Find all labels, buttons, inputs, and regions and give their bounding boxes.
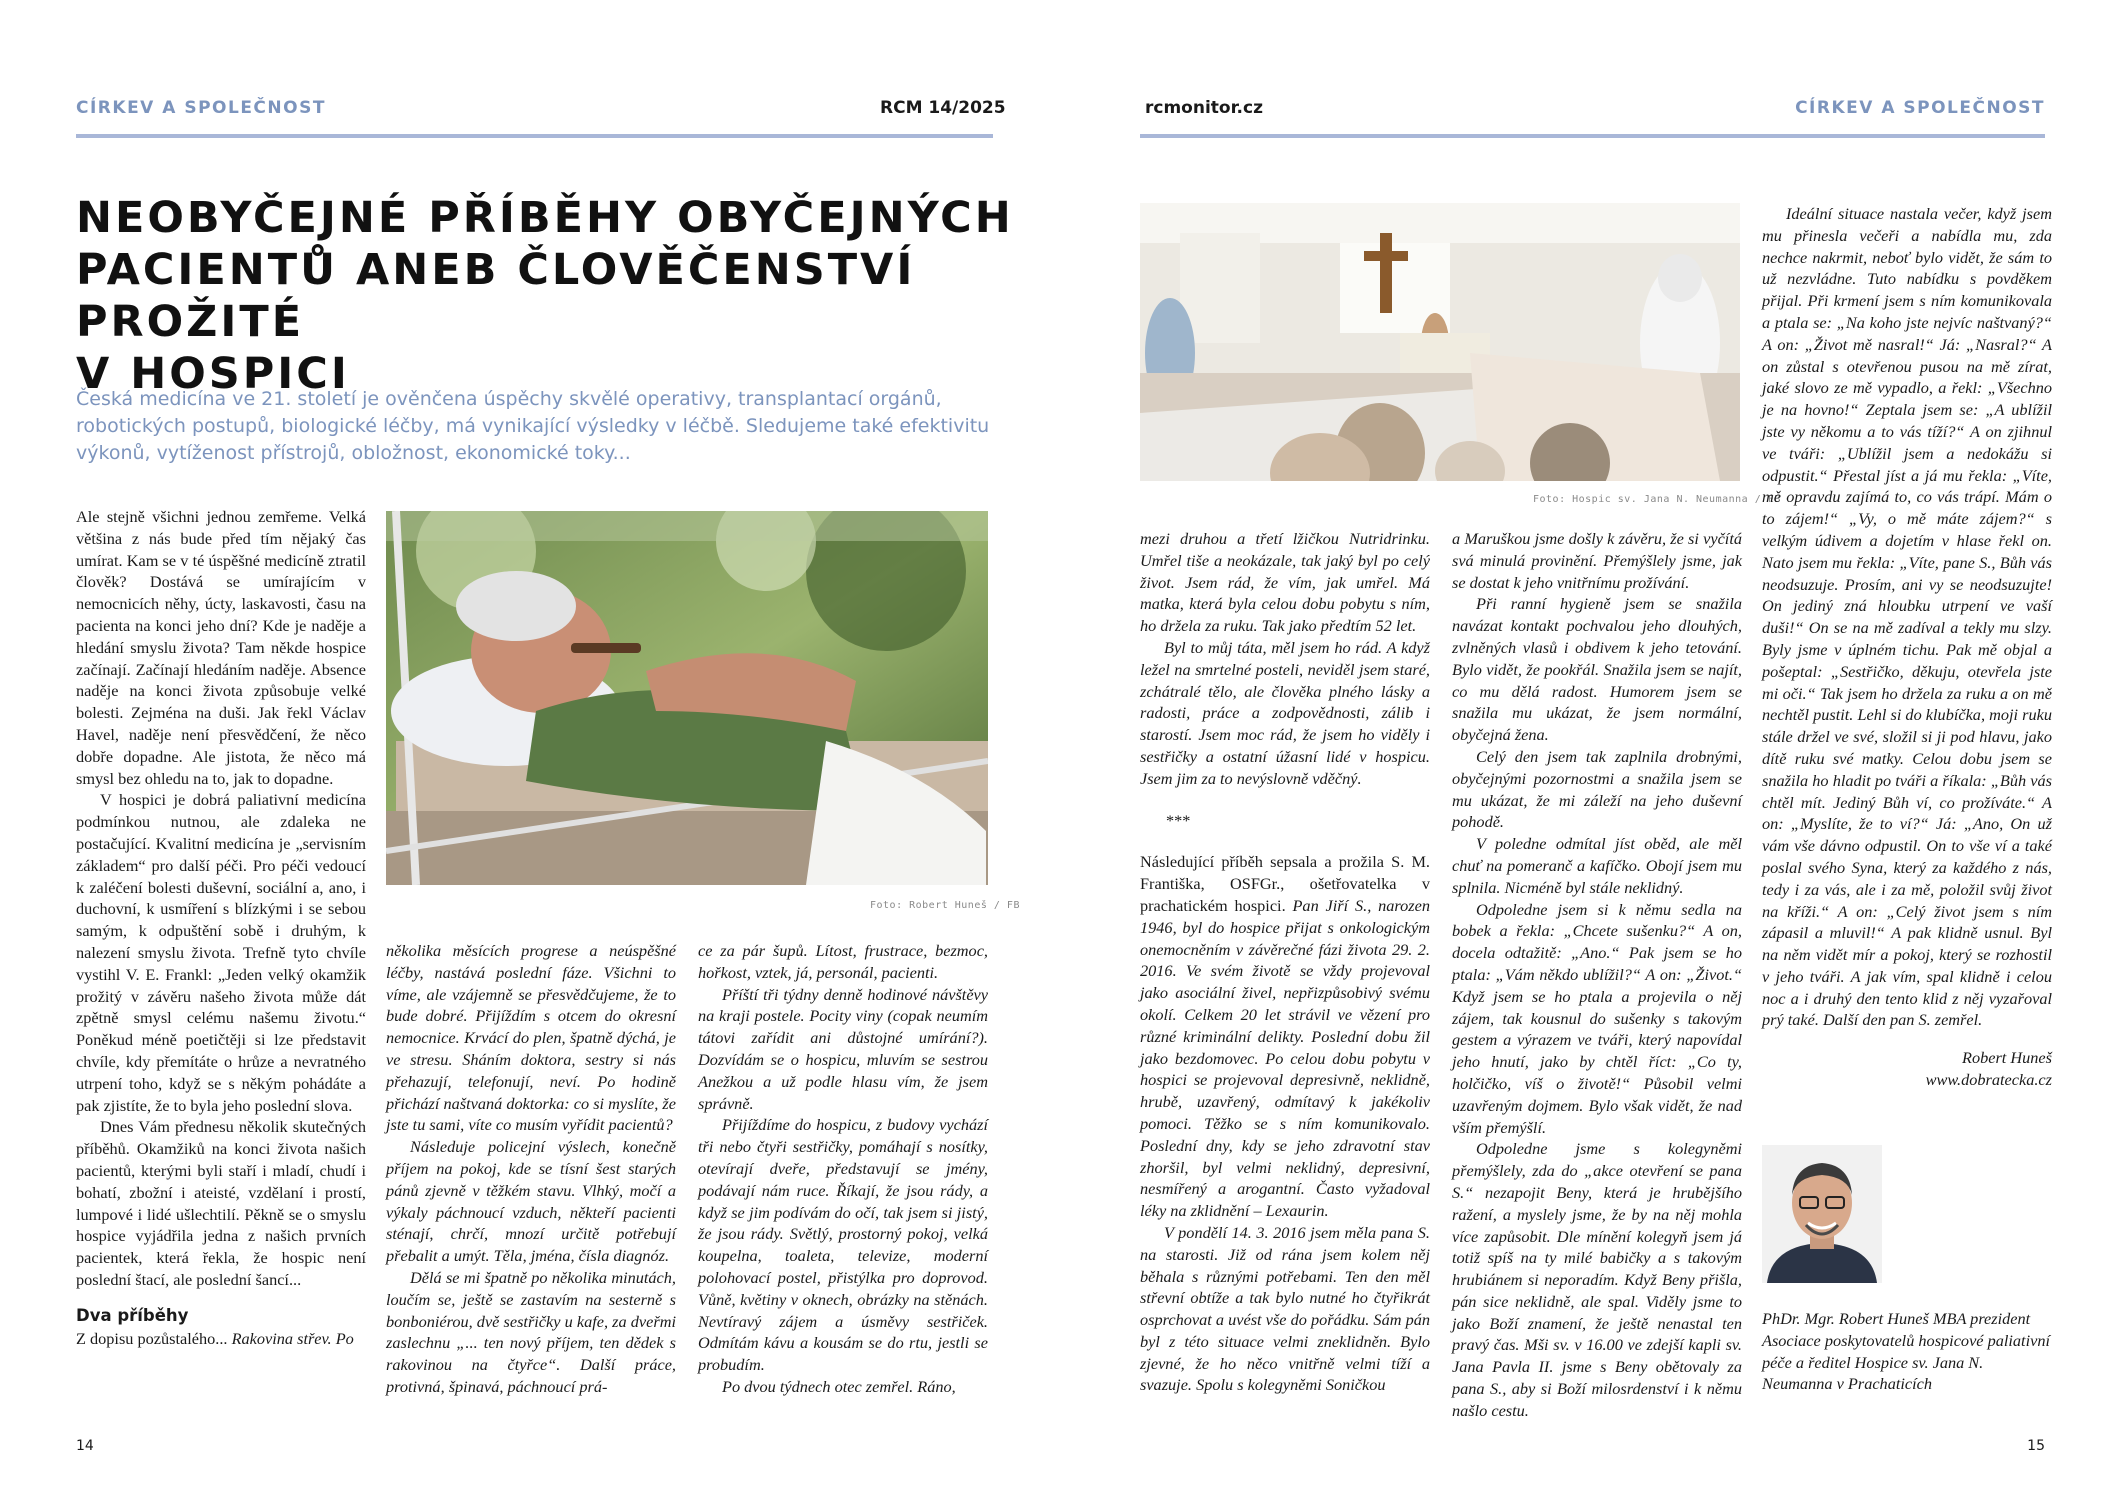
subheading: Dva příběhy	[76, 1305, 189, 1325]
paragraph-text-italic: Rakovina střev. Po	[231, 1329, 354, 1349]
text-column-1	[76, 506, 366, 1350]
paragraph: Příští tři týdny denně hodinové návštěvy na kraji postele. Pocity viny (copak neumím tátovi zařídit ani důstojné umírání?). Dozvídám se o hospicu, mluvím se sestrou Anežkou a už podle hlasu vím, že jsem správně.	[698, 984, 988, 1113]
paragraph: a Maruškou jsme došly k závěru, že si vyčítá svá minulá provinění. Přemýšlely jsme, jak se dostat k jeho vnitřnímu prožívání.	[1452, 529, 1742, 592]
text-column-5	[1452, 528, 1742, 1422]
title-line: PACIENTŮ ANEB ČLOVĚČENSTVÍ PROŽITÉ	[76, 245, 916, 347]
paragraph: Ale stejně všichni jednou zemřeme. Velká většina z nás bude před tím nějaký čas umírat. Kam se v té úspěšné medicíně ztratil člověk? Dostává se umírajícím v nemocnicích něhy, úcty, laskavosti, času na pacienta na konci jeho dní? Kde je naděje a hledání smyslu života? Tam někde hospice začínají. Začínají hledáním naděje. Absence naděje na konci života způsobuje velké bolesti. Zejména na duši. Jak řekl Václav Havel, naděje není přesvědčení, že něco dobře dopadne. Ale jistota, že něco má smysl bez ohledu na to, jak to dopadne.	[76, 507, 366, 788]
photo-credit: Foto: Robert Huneš / FB	[870, 900, 1020, 911]
paragraph: Dělá se mi špatně po několika minutách, loučím se, ještě se zastavím na sesterně s bonboniérou, dvě sestřičky u kafe, za dveřmi zaslechnu „... ten nový příjem, ten dědek s rakovinou na čtyřce“. Další práce, protivná, špinavá, páchnoucí prá-	[386, 1267, 676, 1396]
issue-label: RCM 14/2025	[880, 98, 1006, 118]
article-title	[76, 192, 1036, 400]
page-number-right: 15	[2027, 1438, 2045, 1454]
header-rule-left	[76, 134, 993, 138]
paragraph: Přijíždíme do hospicu, z budovy vychází tři nebo čtyři sestřičky, pomáhají s nosítky, otevírají dveře, představují se jmény, podávají nám ruce. Říkají, že jsou rády, a když se jim podívám do očí, tak jsem si jistý, že jsou rády. Světlý, prostorný pokoj, velká koupelna, toaleta, televize, moderní polohovací postel, přistýlka pro doprovod. Vůně, květiny v oknech, obrázky na stěnách. Nevtíravý zájem a úsměvy sestřiček. Odmítám kávu a kousám se do rtu, jestli se probudím.	[698, 1115, 988, 1375]
author-portrait	[1762, 1145, 1882, 1283]
paragraph: mezi druhou a třetí lžičkou Nutridrinku. Umřel tiše a neokázale, tak jaký byl po celý život. Jsem rád, že vím, jak umřel. Má matka, která byla celou dobu pobytu s ním, ho držela za ruku. Tak jako předtím 52 let.	[1140, 529, 1430, 636]
author-website: www.dobratecka.cz	[1925, 1070, 2052, 1090]
paragraph: V hospici je dobrá paliativní medicína podmínkou nutnou, ale zdaleka ne postačující. Kvalitní medicína je „servisním základem“ pro další péči. Pro péči vedoucí k zaléčení bolesti duševní, sociální a, ano, i duchovní, k usmíření s blízkými i se sebou samým, k odpuštění sobě i druhým, k nalezení smyslu života. Trefně tyto chvíle vystihl V. E. Frankl: „Jeden velký okamžik prožitý v závěru našeho života může dát zpětně smysl celému našemu životu.“ Poněkud méně poetičtěji si lze představit chvíle, kdy přemítáte o hrůze a nevratného utrpení toho, když se s někým pohádáte a pak zjistíte, že to byla jeho poslední slova.	[76, 790, 366, 1115]
author-bio: PhDr. Mgr. Robert Huneš MBA prezident Asociace poskytovatelů hospicové paliativní péče a ředitel Hospice sv. Jana N. Neumanna v Prachaticích	[1762, 1309, 2050, 1394]
paragraph: Následuje policejní výslech, konečně příjem na pokoj, kde se tísní šest starých pánů zjevně v těžkém stavu. Vlhký, močí a výkaly páchnoucí vzduch, někteří pacienti sténají, chrčí, mnozí určitě potřebují přebalit a umýt. Těla, jména, čísla diagnóz.	[386, 1137, 676, 1266]
paragraph: Byl to můj táta, měl jsem ho rád. A když ležel na smrtelné posteli, neviděl jsem staré, zchátralé tělo, ale člověka plného lásky a radosti, práce a zodpovědnosti, zálib i starostí. Jsem moc rád, že jsem ho viděly i sestřičky a ostatní úžasní lidé v hospicu. Jsem jim za to nevýslovně vděčný.	[1140, 637, 1430, 788]
text-column-2	[386, 940, 676, 1398]
paragraph	[76, 1328, 366, 1350]
paragraph: Odpoledne jsem si k němu sedla na bobek a řekla: „Chcete sušenku?“ A on, docela odtažitě: „Ano.“ Pak jsem se ho ptala: „Vám někdo ublížil?“ A on: „Život.“ Když jsem se ho ptala a projevila o něj zájem, tak kousnul do sušenky s takovým gestem a výrazem ve tváři, který napovídal jeho hnutí, jako by chtěl říct: „Co ty, holčičko, víš o životě!“ Působil velmi uzavřeným dojmem. Bylo však vidět, že nad vším přemýšlí.	[1452, 899, 1742, 1137]
page-number-left: 14	[76, 1438, 94, 1454]
paragraph: Dnes Vám přednesu několik skutečných příběhů. Okamžiků na konci života našich pacientů, kterými byli staří i mladí, chudí i bohatí, zbožní i ateisté, vzdělaní i prostí, lumpové i lidé ušlechtilí. Pěkně se o smyslu hospice vyjádřila jedna z našich prvních pacientek, která řekla, že hospic není poslední štací, ale poslední šancí...	[76, 1117, 366, 1289]
article-lead: Česká medicína ve 21. století je ověnčena úspěchy skvělé operativy, transplantací orgánů, robotických postupů, biologické léčby, má vynikající výsledky v léčbě. Sledujeme také efektivitu výkonů, vytíženost přístrojů, obložnost, ekonomické toky...	[76, 388, 990, 464]
paragraph-text: Následující příběh sepsala a prožila S. M. Františka, OSFGr., ošetřovatelka v prachatickém hospici.	[1140, 852, 1430, 915]
section-divider: ***	[1166, 810, 1191, 830]
paragraph-text: Z dopisu pozůstalého...	[76, 1329, 232, 1349]
patient-photo	[386, 511, 988, 885]
paragraph: několika měsících progrese a neúspěšné léčby, nastává poslední fáze. Všichni to víme, ale vzájemně se přesvědčujeme, že to bude dobré. Přijíždím s otcem do okresní nemocnice. Krvácí do plen, špatně dýchá, je ve stresu. Sháním doktora, sestry si nás přehazují, telefonují, neví. Po hodině přichází naštvaná doktorka: co si myslíte, že jste tu sami, víte co musím vyřídit pacientů?	[386, 941, 676, 1135]
title-line: V HOSPICI	[76, 349, 350, 399]
text-column-3	[698, 940, 988, 1398]
section-label-right: CÍRKEV A SPOLEČNOST	[1795, 98, 2045, 118]
photo-credit: Foto: Hospic sv. Jana N. Neumanna / FB	[1533, 494, 1781, 505]
paragraph: Po dvou týdnech otec zemřel. Ráno,	[722, 1376, 956, 1396]
site-label: rcmonitor.cz	[1145, 98, 1263, 118]
paragraph: Ideální situace nastala večer, když jsem mu přinesla večeři a nabídla mu, zda nechce nakrmit, neboť bylo vidět, že sám to už nezvládne. Tuto nabídku s povděkem přijal. Při krmení jsem s ním komunikovala a ptala se: „Na koho jste nejvíc naštvaný?“ A on: „Život mě nasral!“ Já: „Nasral?“ A on zůstal s otevřenou pusou na mě zírat, jaké slovo ze mě vypadlo, a řekl: „Všechno je na hovno!“ Zeptala jsem se: „A ublížil jste vy někomu a to vás tíží?“ A on zjihnul ve tváři: „Ublížil jsem a nedokážu si odpustit.“ Přestal jíst a já mu řekla: „Víte, mě opravdu zajímá to, co vás trápí. Mám o to zájem!“ „Vy, o mě máte zájem?“ s velkým údivem a dojetím v hlase řekl on. Nato jsem mu řekla: „Víte, pane S., Bůh vás neodsuzuje. Prosím, ani vy se neodsuzujte! On jediný zná hloubku utrpení ve vaší duši!“ On se na mě zadíval a tekly mu slzy. Byly jsme v úplném tichu. Pak mě objal a pošeptal: „Sestřičko, děkuju, otevřela jste mi oči.“ Tak jsem ho držela za ruku a on mě nechtěl pustit. Lehl si do klubíčka, moji ruku stále držel ve své, složil si ji pod hlavu, jako dítě ruku své matky. Celou dobu jsem se snažila ho hladit po tváři a říkala: „Bůh vás chtěl mít. Jediný Bůh ví, co prožíváte.“ A on: „Myslíte, že to ví?“ Já: „Ano, On už vám vše dávno odpustil. On to vše ví a také poslal svého Syna, který za každého z nás, tedy i za vás, ale i za mě, položil svůj život na kříži.“ A on: „Celý život jsem s ním zápasil a mluvil!“ A pak klidně usnul. Byl na něm vidět mír a pokoj, který se rozhostil v jeho tváři. A jak vím, spal klidně i celou noc a i druhý den tento klid z něj vyzařoval prý také. Další den pan S. zemřel.	[1762, 204, 2052, 1030]
section-label-left: CÍRKEV A SPOLEČNOST	[76, 98, 326, 118]
paragraph: V pondělí 14. 3. 2016 jsem měla pana S. na starosti. Již od rána jsem kolem něj běhala s různými potřebami. Ten den měl střevní obtíže a tak bylo nutné ho čtyřikrát osprchovat a uvést vše do pořádku. Sám pán byl z této situace velmi zneklidněn. Bylo zjevné, že ho něco vnitřně velmi tíží a svazuje. Spolu s kolegyněmi Soničkou	[1140, 1222, 1430, 1395]
paragraph: V poledne odmítal jíst oběd, ale měl chuť na pomeranč a kafíčko. Obojí jsem mu splnila. Nicméně byl stále neklidný.	[1452, 834, 1742, 897]
hospice-chapel-photo	[1140, 203, 1740, 481]
title-line: NEOBYČEJNÉ PŘÍBĚHY OBYČEJNÝCH	[76, 193, 1014, 243]
paragraph-text-italic: Pan Jiří S., narozen 1946, byl do hospice přijat s onkologickým onemocněním v závěrečné fázi života 29. 2. 2016. Ve svém životě se vždy projevoval jako asociální živel, nepřizpůsobivý svému okolí. Celkem 20 let strávil ve vězení pro různé kriminální delikty. Poslední dobu žil jako bezdomovec. Po celou dobu pobytu v hospici se projevoval depresivně, neklidně, hrubě, uzavřený, odmítavý k jakékoliv pomoci. Těžko se s ním komunikovalo. Poslední dny, kdy se jeho zdravotní stav zhoršil, byl velmi neklidný, depresivní, nesmířený a arogantní. Často vyžadoval léky na zklidnění – Lexaurin.	[1140, 895, 1430, 1221]
header-rule-right	[1140, 134, 2045, 138]
paragraph: Celý den jsem tak zaplnila drobnými, obyčejnými pozornostmi a snažila jsem se mu ukázat, že mi záleží na jeho duševní pohodě.	[1452, 746, 1742, 832]
paragraph: Při ranní hygieně jsem se snažila navázat kontakt pochvalou jeho dlouhých, zvlněných vlasů i obdivem k jeho tetování. Bylo vidět, že pookřál. Snažila jsem se najít, co mu dělá radost. Humorem jsem se snažila mu ukázat, že jsem normální, obyčejná žena.	[1452, 594, 1742, 745]
text-column-6	[1762, 203, 2052, 1091]
paragraph: ce za pár šupů. Lítost, frustrace, bezmoc, hořkost, vztek, já, personál, pacienti.	[698, 941, 988, 982]
paragraph	[1140, 851, 1430, 1222]
text-column-4	[1140, 528, 1430, 1396]
author-signature: Robert Huneš	[1962, 1048, 2052, 1068]
paragraph: Odpoledne jsme s kolegyněmi přemýšlely, zda do „akce otevření se pana S.“ nezapojit Beny, která je hrubějšího ražení, a myslely jsme, že by na něj mohla více zapůsobit. Dle mínění kolegyň jsem já totiž spíš na ty milé babičky a s takovým hrubiánem si neporadím. Když Beny přišla, pán sice neklidně, ale spal. Viděly jsme to jako Boží znamení, že ještě nenastal ten pravý čas. Mši sv. v 16.00 ve zdejší kapli sv. Jana Pavla II. jsme s Beny obětovaly za pana S., aby si Boží milosrdenství i k němu našlo cestu.	[1452, 1139, 1742, 1420]
